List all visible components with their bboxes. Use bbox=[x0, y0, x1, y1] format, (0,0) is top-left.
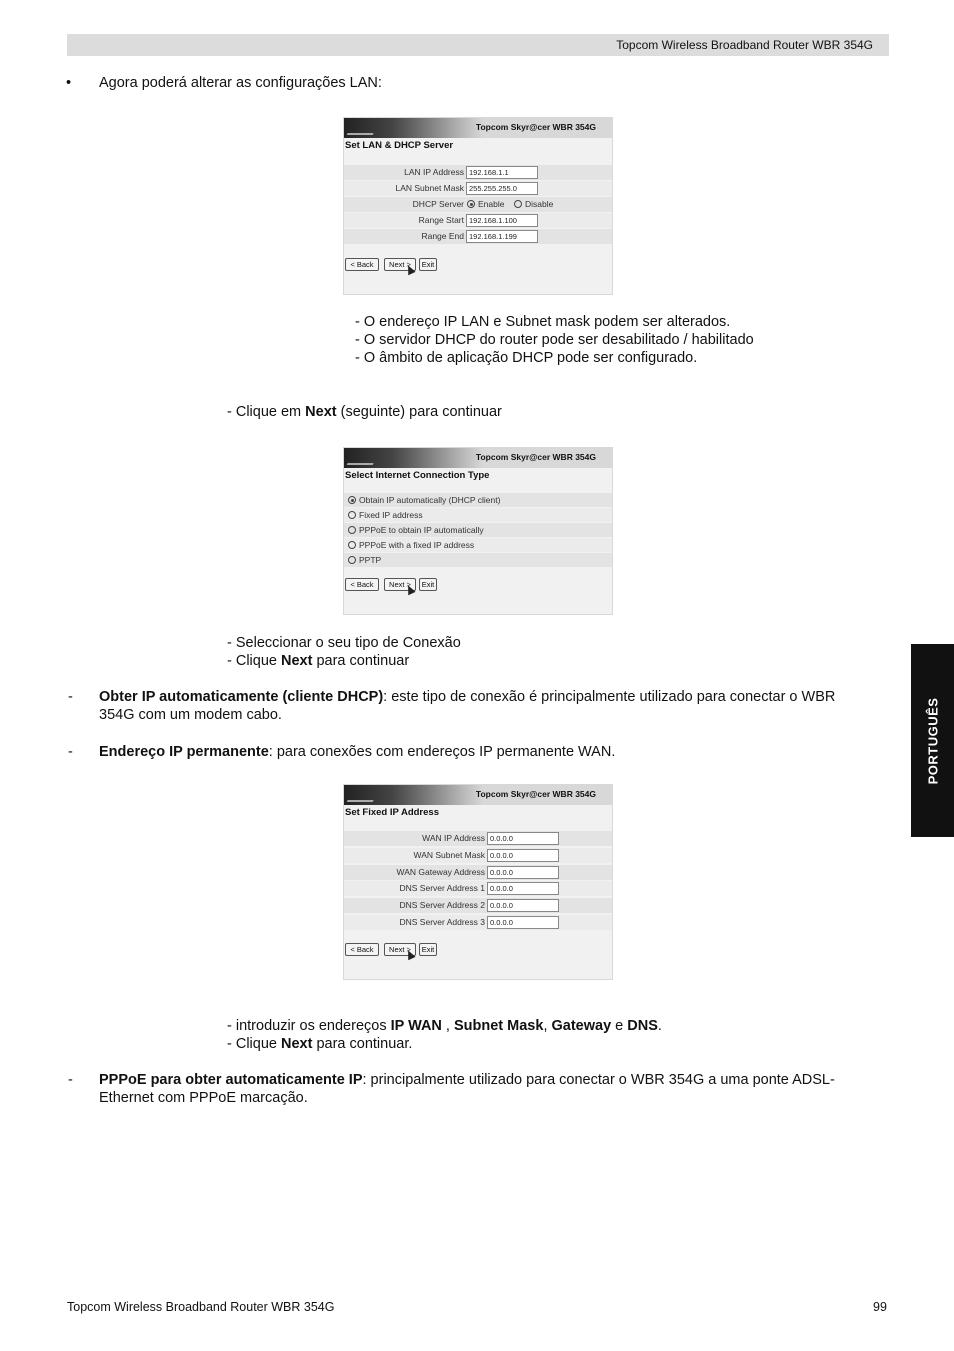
lan-ip-label: LAN IP Address bbox=[404, 167, 464, 177]
lan-subnet-label: LAN Subnet Mask bbox=[395, 183, 464, 193]
note-line: - O servidor DHCP do router pode ser desabilitado / habilitado bbox=[355, 332, 754, 348]
radio-selected-icon[interactable] bbox=[348, 496, 356, 504]
back-button[interactable]: < Back bbox=[345, 258, 379, 271]
option-pppoe-auto[interactable]: PPPoE to obtain IP automatically bbox=[348, 525, 484, 535]
radio-unselected-icon[interactable] bbox=[348, 526, 356, 534]
next-button[interactable]: Next > bbox=[384, 943, 416, 956]
router-brand: Topcom Skyr@cer WBR 354G bbox=[475, 122, 596, 132]
logo-swoosh-icon bbox=[347, 451, 380, 465]
lan-dhcp-screenshot bbox=[343, 117, 613, 295]
router-banner bbox=[344, 118, 612, 138]
screen-title: Select Internet Connection Type bbox=[345, 470, 490, 481]
wan-subnet-label: WAN Subnet Mask bbox=[413, 850, 485, 860]
footer-title: Topcom Wireless Broadband Router WBR 354G bbox=[67, 1300, 335, 1314]
logo-swoosh-icon bbox=[347, 788, 380, 802]
wan-subnet-input[interactable]: 0.0.0.0 bbox=[487, 849, 559, 862]
page-header-bar bbox=[67, 34, 889, 56]
back-button[interactable]: < Back bbox=[345, 578, 379, 591]
router-banner bbox=[344, 785, 612, 805]
screen-title: Set Fixed IP Address bbox=[345, 807, 439, 818]
language-label: PORTUGUÊS bbox=[925, 697, 940, 784]
dns2-input[interactable]: 0.0.0.0 bbox=[487, 899, 559, 912]
item-dash: - bbox=[68, 744, 73, 760]
lan-subnet-input[interactable]: 255.255.255.0 bbox=[466, 182, 538, 195]
radio-unselected-icon[interactable] bbox=[348, 511, 356, 519]
item-pppoe-text: PPPoE para obter automaticamente IP: principalmente utilizado para conectar o WBR 354G a uma ponte ADSL-Ethernet com PPPoE marcação. bbox=[99, 1072, 835, 1106]
intro-bullet: • bbox=[66, 75, 72, 91]
exit-button[interactable]: Exit bbox=[419, 943, 437, 956]
item-fixed-text: Endereço IP permanente: para conexões com endereços IP permanente WAN. bbox=[99, 744, 616, 760]
next-button[interactable]: Next > bbox=[384, 258, 416, 271]
note-line: - O âmbito de aplicação DHCP pode ser configurado. bbox=[355, 350, 698, 366]
dhcp-enable-option[interactable]: Enable bbox=[467, 199, 504, 209]
range-end-label: Range End bbox=[421, 231, 464, 241]
connection-type-screenshot bbox=[343, 447, 613, 615]
select-type-instruction: - Seleccionar o seu tipo de Conexão bbox=[227, 635, 461, 651]
item-dash: - bbox=[68, 689, 73, 705]
note-line: - O endereço IP LAN e Subnet mask podem ser alterados. bbox=[355, 314, 731, 330]
wan-gateway-label: WAN Gateway Address bbox=[396, 867, 485, 877]
next-button[interactable]: Next > bbox=[384, 578, 416, 591]
click-next-instruction: - Clique Next para continuar. bbox=[227, 1036, 413, 1052]
header-title: Topcom Wireless Broadband Router WBR 354G bbox=[616, 38, 873, 52]
radio-unselected-icon[interactable] bbox=[348, 556, 356, 564]
language-side-tab bbox=[911, 644, 954, 837]
dns3-input[interactable]: 0.0.0.0 bbox=[487, 916, 559, 929]
lan-ip-input[interactable]: 192.168.1.1 bbox=[466, 166, 538, 179]
intro-text: Agora poderá alterar as configurações LAN: bbox=[99, 75, 382, 91]
dns1-label: DNS Server Address 1 bbox=[399, 883, 485, 893]
back-button[interactable]: < Back bbox=[345, 943, 379, 956]
item-dhcp-text: Obter IP automaticamente (cliente DHCP): este tipo de conexão é principalmente utilizado para conectar o WBR 354G com um modem cabo. bbox=[99, 689, 836, 723]
option-fixed-ip[interactable]: Fixed IP address bbox=[348, 510, 423, 520]
screen-title: Set LAN & DHCP Server bbox=[345, 140, 454, 151]
row-bg bbox=[344, 553, 612, 567]
dhcp-server-label: DHCP Server bbox=[412, 199, 464, 209]
dns3-label: DNS Server Address 3 bbox=[399, 917, 485, 927]
router-brand: Topcom Skyr@cer WBR 354G bbox=[475, 789, 596, 799]
range-start-input[interactable]: 192.168.1.100 bbox=[466, 214, 538, 227]
option-pppoe-fixed[interactable]: PPPoE with a fixed IP address bbox=[348, 540, 474, 550]
dns2-label: DNS Server Address 2 bbox=[399, 900, 485, 910]
exit-button[interactable]: Exit bbox=[419, 258, 437, 271]
option-pptp[interactable]: PPTP bbox=[348, 555, 381, 565]
enter-addresses-instruction: - introduzir os endereços IP WAN , Subnet Mask, Gateway e DNS. bbox=[227, 1018, 662, 1034]
router-banner bbox=[344, 448, 612, 468]
radio-selected-icon[interactable] bbox=[467, 200, 475, 208]
click-next-instruction: - Clique em Next (seguinte) para continuar bbox=[227, 404, 502, 420]
item-dash: - bbox=[68, 1072, 73, 1088]
page-number: 99 bbox=[873, 1300, 887, 1314]
range-end-input[interactable]: 192.168.1.199 bbox=[466, 230, 538, 243]
wan-gateway-input[interactable]: 0.0.0.0 bbox=[487, 866, 559, 879]
wan-ip-input[interactable]: 0.0.0.0 bbox=[487, 832, 559, 845]
logo-swoosh-icon bbox=[347, 121, 380, 135]
dns1-input[interactable]: 0.0.0.0 bbox=[487, 882, 559, 895]
wan-ip-label: WAN IP Address bbox=[422, 833, 485, 843]
dhcp-disable-option[interactable]: Disable bbox=[514, 199, 553, 209]
radio-unselected-icon[interactable] bbox=[348, 541, 356, 549]
range-start-label: Range Start bbox=[418, 215, 464, 225]
click-next-instruction: - Clique Next para continuar bbox=[227, 653, 410, 669]
radio-unselected-icon[interactable] bbox=[514, 200, 522, 208]
fixed-ip-screenshot bbox=[343, 784, 613, 980]
option-dhcp-client[interactable]: Obtain IP automatically (DHCP client) bbox=[348, 495, 500, 505]
router-brand: Topcom Skyr@cer WBR 354G bbox=[475, 452, 596, 462]
exit-button[interactable]: Exit bbox=[419, 578, 437, 591]
